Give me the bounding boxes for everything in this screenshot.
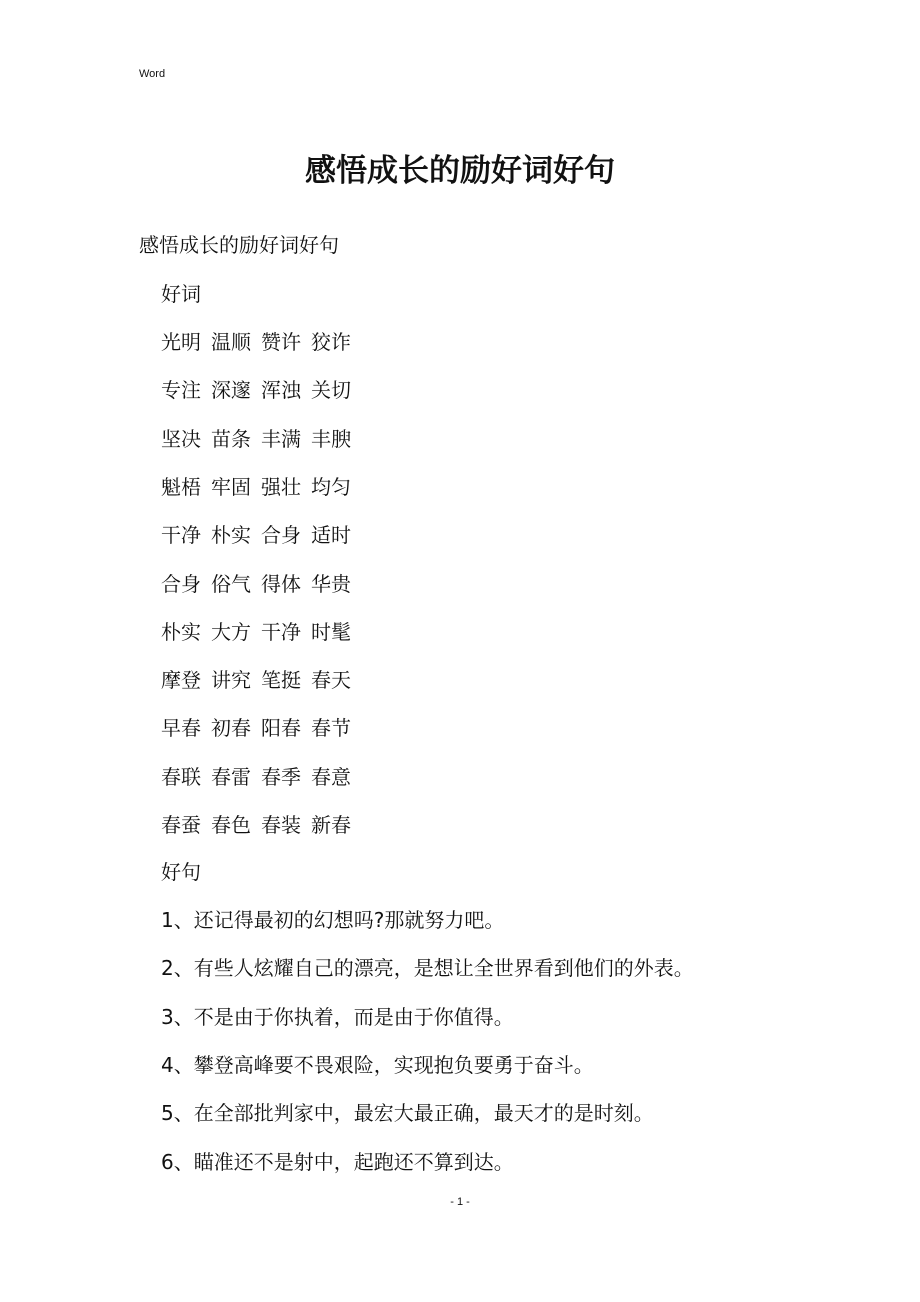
sentence-item: 5、在全部批判家中，最宏大最正确，最天才的是时刻。 bbox=[161, 1101, 654, 1126]
page-number: - 1 - bbox=[450, 1196, 470, 1208]
word: 均匀 bbox=[311, 474, 351, 499]
word: 关切 bbox=[311, 378, 351, 403]
word: 春装 bbox=[261, 813, 301, 837]
word: 魁梧 bbox=[161, 474, 201, 499]
word: 朴实 bbox=[161, 619, 201, 644]
word: 春雷 bbox=[211, 764, 251, 789]
word: 干净 bbox=[161, 523, 201, 548]
word: 适时 bbox=[311, 523, 351, 548]
word: 早春 bbox=[161, 716, 201, 741]
word: 新春 bbox=[311, 813, 351, 837]
page-header: Word bbox=[139, 68, 166, 80]
word: 苗条 bbox=[211, 426, 251, 451]
word: 干净 bbox=[261, 619, 301, 644]
word: 合身 bbox=[261, 523, 301, 548]
word-row bbox=[161, 619, 361, 645]
subtitle: 感悟成长的励好词好句 bbox=[139, 233, 339, 257]
word: 春色 bbox=[211, 813, 251, 837]
word: 光明 bbox=[161, 330, 201, 354]
word: 朴实 bbox=[211, 523, 251, 548]
word: 俗气 bbox=[211, 571, 251, 596]
word: 丰满 bbox=[261, 426, 301, 451]
word-row bbox=[161, 329, 361, 355]
word: 大方 bbox=[211, 619, 251, 644]
document-title: 感悟成长的励好词好句 bbox=[305, 153, 615, 189]
word-row bbox=[161, 812, 361, 838]
word: 深邃 bbox=[211, 378, 251, 403]
word: 坚决 bbox=[161, 426, 201, 451]
word: 春季 bbox=[261, 764, 301, 789]
word-row bbox=[161, 571, 361, 597]
word-row bbox=[161, 426, 361, 452]
sentence-item: 3、不是由于你执着，而是由于你值得。 bbox=[161, 1004, 514, 1029]
word: 春节 bbox=[311, 716, 351, 741]
word: 浑浊 bbox=[261, 378, 301, 403]
word: 牢固 bbox=[211, 474, 251, 499]
word: 专注 bbox=[161, 378, 201, 403]
word: 春蚕 bbox=[161, 813, 201, 837]
words-heading: 好词 bbox=[161, 282, 201, 306]
word-row bbox=[161, 667, 361, 693]
word: 合身 bbox=[161, 571, 201, 596]
word-row bbox=[161, 522, 361, 548]
word: 温顺 bbox=[211, 330, 251, 354]
sentence-item: 2、有些人炫耀自己的漂亮，是想让全世界看到他们的外表。 bbox=[161, 956, 694, 981]
word: 春意 bbox=[311, 764, 351, 789]
word: 初春 bbox=[211, 716, 251, 741]
word-row bbox=[161, 474, 361, 500]
word: 春联 bbox=[161, 764, 201, 789]
word: 狡诈 bbox=[311, 330, 351, 354]
word: 摩登 bbox=[161, 668, 201, 693]
word: 得体 bbox=[261, 571, 301, 596]
word-row bbox=[161, 377, 361, 403]
word: 强壮 bbox=[261, 474, 301, 499]
word: 阳春 bbox=[261, 716, 301, 741]
word: 春天 bbox=[311, 668, 351, 693]
sentence-item: 6、瞄准还不是射中，起跑还不算到达。 bbox=[161, 1149, 514, 1174]
word-row bbox=[161, 715, 361, 741]
sentence-item: 4、攀登高峰要不畏艰险，实现抱负要勇于奋斗。 bbox=[161, 1052, 594, 1077]
word: 赞许 bbox=[261, 330, 301, 354]
sentences-heading: 好句 bbox=[161, 860, 201, 884]
word: 讲究 bbox=[211, 668, 251, 693]
word: 笔挺 bbox=[261, 668, 301, 693]
word: 华贵 bbox=[311, 571, 351, 596]
word-row bbox=[161, 764, 361, 790]
word: 丰腴 bbox=[311, 426, 351, 451]
sentence-item: 1、还记得最初的幻想吗?那就努力吧。 bbox=[161, 908, 505, 932]
word: 时髦 bbox=[311, 619, 351, 644]
